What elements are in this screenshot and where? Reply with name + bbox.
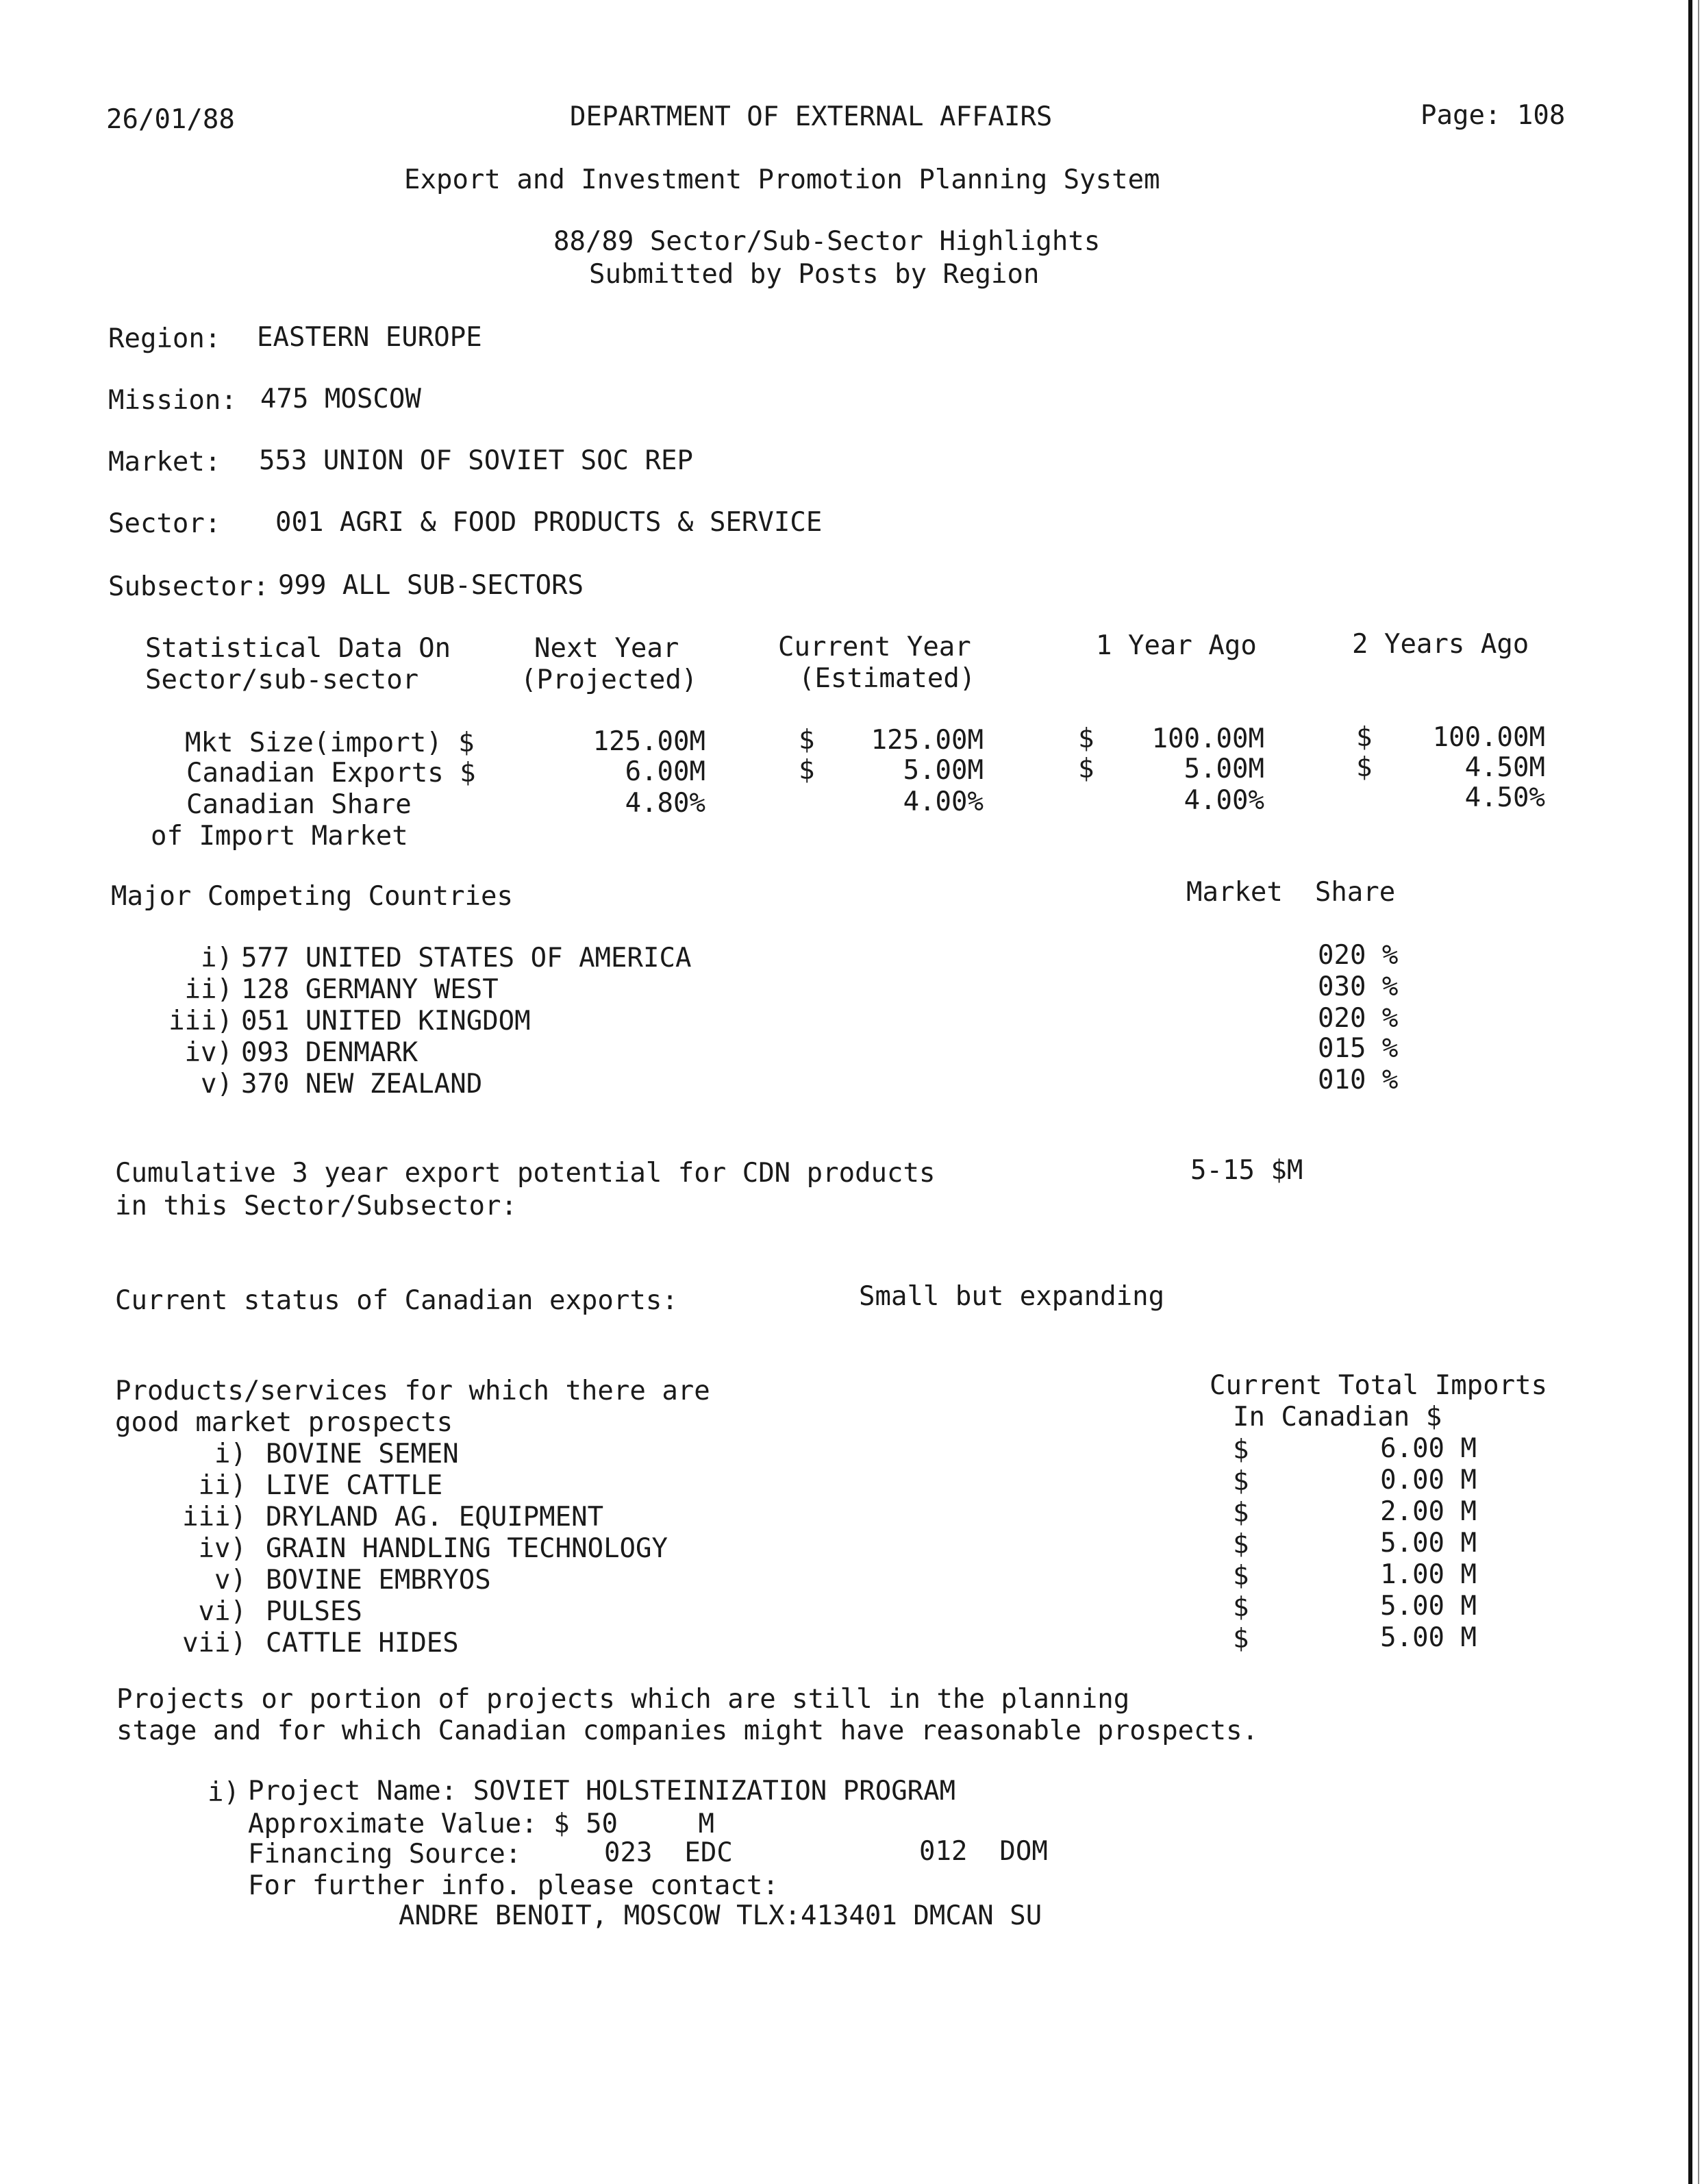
market-share-heading: Market Share [1186,877,1396,908]
region-value: EASTERN EUROPE [257,322,482,353]
product-import-value: 1.00 M [1380,1559,1477,1590]
page-edge-shadow [1688,0,1692,2184]
imports-column-subheading: In Canadian $ [1233,1402,1442,1432]
list-index: ii) [198,1470,247,1501]
project-value: Approximate Value: $ 50 M [248,1809,714,1839]
projects-intro-2: stage and for which Canadian companies might have reasonable prospects. [116,1715,1259,1746]
report-subtitle: Submitted by Posts by Region [589,259,1040,290]
competitor-name: 128 GERMANY WEST [241,974,499,1005]
product-import-value: 6.00 M [1380,1433,1477,1464]
system-title: Export and Investment Promotion Planning System [404,164,1160,195]
report-title: 88/89 Sector/Sub-Sector Highlights [553,226,1101,257]
col-2-years-ago: 2 Years Ago [1352,629,1529,660]
product-name: GRAIN HANDLING TECHNOLOGY [266,1533,668,1564]
product-import-value: 2.00 M [1380,1496,1477,1527]
financing-source-2: 012 DOM [919,1836,1048,1867]
stat-1-year-value: 100.00M [1151,723,1264,754]
sector-value: 001 AGRI & FOOD PRODUCTS & SERVICE [275,507,823,538]
list-index: v) [214,1565,247,1596]
status-value: Small but expanding [859,1281,1165,1312]
competitor-name: 577 UNITED STATES OF AMERICA [241,943,692,973]
stat-current-value: 125.00M [871,725,984,756]
product-name: DRYLAND AG. EQUIPMENT [266,1502,604,1532]
competitor-share: 030 % [1318,971,1399,1002]
competitor-share: 020 % [1318,940,1399,971]
potential-label-2: in this Sector/Subsector: [115,1191,517,1221]
stat-row-label: Canadian Share [186,789,412,820]
stat-2-year-value: 100.00M [1432,722,1545,753]
financing-source-1: 023 EDC [604,1837,733,1868]
list-index: i) [201,943,233,973]
product-currency: $ [1233,1624,1249,1654]
stat-row-label-suffix: of Import Market [151,821,408,852]
report-date: 26/01/88 [106,104,235,135]
subsector-value: 999 ALL SUB-SECTORS [278,570,584,601]
stat-next-value: 125.00M [592,726,705,757]
list-index: i) [208,1777,240,1808]
stat-next-value: 4.80% [625,788,705,819]
product-name: CATTLE HIDES [266,1628,459,1659]
products-heading-2: good market prospects [115,1407,453,1438]
competitor-share: 015 % [1318,1033,1399,1064]
competitor-name: 051 UNITED KINGDOM [241,1006,531,1037]
page-number: Page: 108 [1421,100,1566,131]
product-currency: $ [1233,1435,1249,1465]
product-name: PULSES [266,1596,362,1627]
product-import-value: 0.00 M [1380,1465,1477,1496]
projects-intro: Projects or portion of projects which are still in the planning [116,1684,1130,1715]
sector-label: Sector: [108,508,221,539]
product-name: BOVINE EMBRYOS [266,1565,491,1596]
list-index: vii) [182,1628,247,1659]
stat-currency: $ [799,755,815,786]
stat-2-year-value: 4.50M [1464,752,1545,783]
col-next-year: Next Year [534,633,679,664]
stat-2-year-value: 4.50% [1464,782,1545,813]
product-import-value: 5.00 M [1380,1528,1477,1559]
region-label: Region: [108,323,221,354]
col-1-year-ago: 1 Year Ago [1096,630,1257,661]
contact-label: For further info. please contact: [248,1870,779,1901]
product-import-value: 5.00 M [1380,1622,1477,1653]
list-index: vi) [198,1596,247,1627]
col-next-year-sub: (Projected) [521,665,698,695]
col-current-year-sub: (Estimated) [799,663,976,694]
contact-name: ANDRE BENOIT, MOSCOW TLX:413401 DMCAN SU [399,1900,1042,1931]
product-currency: $ [1233,1466,1249,1497]
page-edge-line [1698,0,1699,2184]
potential-label: Cumulative 3 year export potential for CDN products [115,1158,936,1189]
product-currency: $ [1233,1592,1249,1623]
product-currency: $ [1233,1529,1249,1560]
stat-next-value: 6.00M [625,756,705,787]
competitor-name: 370 NEW ZEALAND [241,1069,483,1100]
stat-current-value: 4.00% [903,786,984,817]
competitors-heading: Major Competing Countries [111,881,513,912]
stats-header-label-2: Sector/sub-sector [145,665,419,695]
stat-1-year-value: 4.00% [1184,785,1264,816]
subsector-label: Subsector: [108,571,269,602]
stats-header-label: Statistical Data On [145,633,451,664]
project-name: Project Name: SOVIET HOLSTEINIZATION PROGRAM [248,1776,956,1807]
stat-row-label: Canadian Exports $ [186,758,476,789]
competitor-name: 093 DENMARK [241,1037,418,1068]
list-index: iii) [182,1502,247,1532]
list-index: iii) [168,1006,233,1037]
potential-value: 5-15 $M [1190,1155,1303,1186]
list-index: i) [214,1439,247,1469]
department-title: DEPARTMENT OF EXTERNAL AFFAIRS [570,101,1053,132]
mission-value: 475 MOSCOW [260,384,421,414]
stat-current-value: 5.00M [903,755,984,786]
competitor-share: 020 % [1318,1003,1399,1034]
list-index: iv) [198,1533,247,1564]
market-value: 553 UNION OF SOVIET SOC REP [259,445,693,476]
product-currency: $ [1233,1498,1249,1528]
stat-currency: $ [799,725,815,756]
stat-currency: $ [1078,723,1094,754]
products-heading: Products/services for which there are [115,1376,710,1406]
competitor-share: 010 % [1318,1065,1399,1095]
product-import-value: 5.00 M [1380,1591,1477,1622]
list-index: iv) [184,1037,233,1068]
stat-currency: $ [1356,752,1373,783]
imports-column-heading: Current Total Imports [1210,1370,1548,1401]
stat-currency: $ [1356,722,1373,753]
mission-label: Mission: [108,385,237,416]
product-name: LIVE CATTLE [266,1470,443,1501]
col-current-year: Current Year [778,632,971,662]
stat-currency: $ [1078,754,1094,784]
financing-label: Financing Source: [248,1839,522,1870]
status-label: Current status of Canadian exports: [115,1285,678,1316]
stat-1-year-value: 5.00M [1184,754,1264,784]
product-name: BOVINE SEMEN [266,1439,459,1469]
list-index: ii) [184,974,233,1005]
list-index: v) [201,1069,233,1100]
stat-row-label: Mkt Size(import) $ [185,728,475,758]
market-label: Market: [108,447,221,477]
product-currency: $ [1233,1561,1249,1591]
